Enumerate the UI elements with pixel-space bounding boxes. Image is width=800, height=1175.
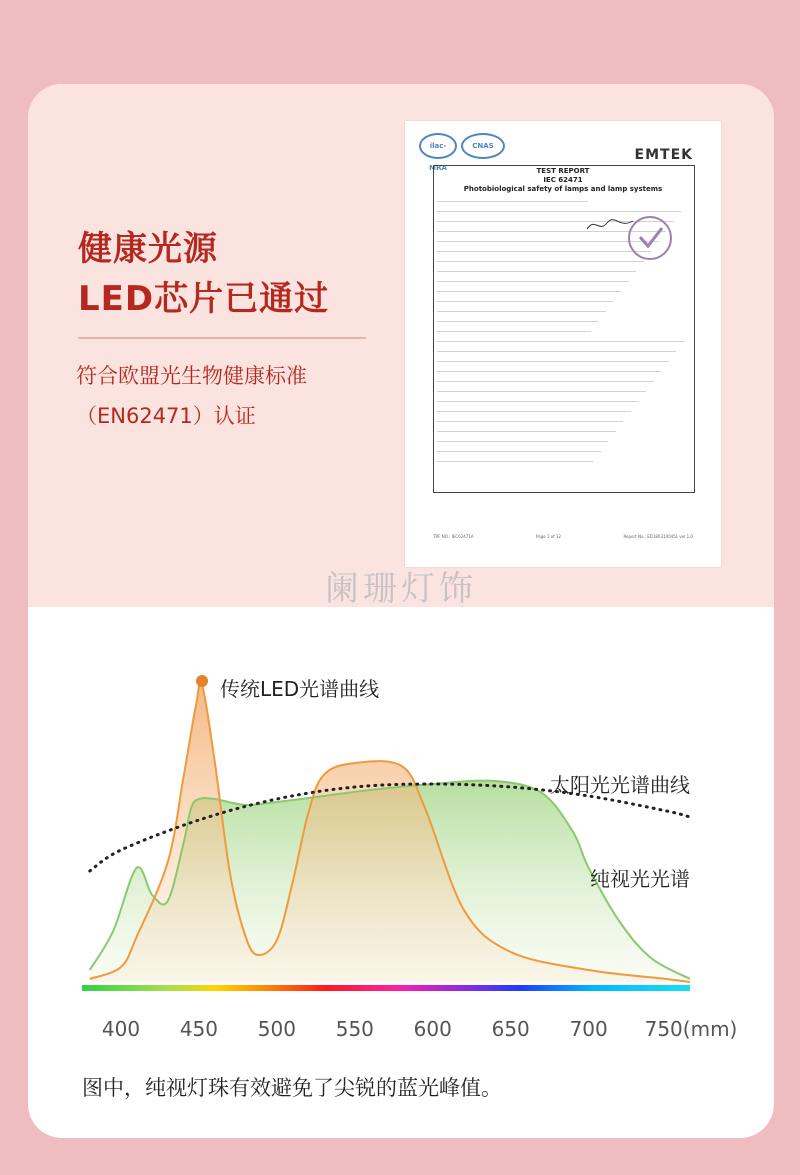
led-curve-label: 传统LED光谱曲线	[220, 677, 380, 701]
headline-line-2: LED芯片已通过	[78, 279, 330, 319]
x-tick-label: 400	[101, 1017, 141, 1041]
report-footer-page: Page 1 of 12	[536, 534, 562, 539]
description-line-1: 符合欧盟光生物健康标准	[76, 364, 307, 388]
content-card	[28, 84, 774, 1138]
emtek-logo: EMTEK	[634, 147, 693, 163]
spectrum-chart	[28, 84, 774, 1138]
solar-curve-label: 太阳光光谱曲线	[550, 773, 690, 797]
report-footer-right: Report No.: ED180314045L ver.1.0	[623, 534, 693, 539]
report-subject: Photobiological safety of lamps and lamp systems	[463, 185, 663, 193]
report-standard: IEC 62471	[543, 176, 583, 184]
x-tick-label: 550	[335, 1017, 374, 1041]
x-axis-ticks	[102, 1017, 737, 1041]
cnas-logo: CNAS	[461, 133, 505, 159]
report-footer-left: TRF NO.: IEC62471A	[433, 534, 474, 539]
spectrum-color-bar	[82, 985, 690, 991]
x-tick-label: 450	[179, 1017, 219, 1041]
x-tick-label: 600	[413, 1017, 452, 1041]
x-tick-label: 500	[257, 1017, 296, 1041]
x-tick-label: 650	[491, 1017, 530, 1041]
description-line-2: （EN62471）认证	[76, 404, 256, 428]
x-tick-label: 700	[569, 1017, 608, 1041]
watermark: 阑珊灯饰	[325, 569, 477, 609]
led-peak-marker	[196, 675, 208, 687]
report-title: TEST REPORT	[536, 167, 590, 175]
x-tick-label: 750(mm)	[644, 1017, 738, 1041]
chart-caption: 图中，纯视灯珠有效避免了尖锐的蓝光峰值。	[82, 1076, 502, 1100]
headline-line-1: 健康光源	[78, 229, 218, 269]
pure-vision-label: 纯视光光谱	[590, 867, 690, 891]
ilac-logo: ilac-MRA	[419, 133, 457, 159]
series-layer	[90, 675, 690, 982]
